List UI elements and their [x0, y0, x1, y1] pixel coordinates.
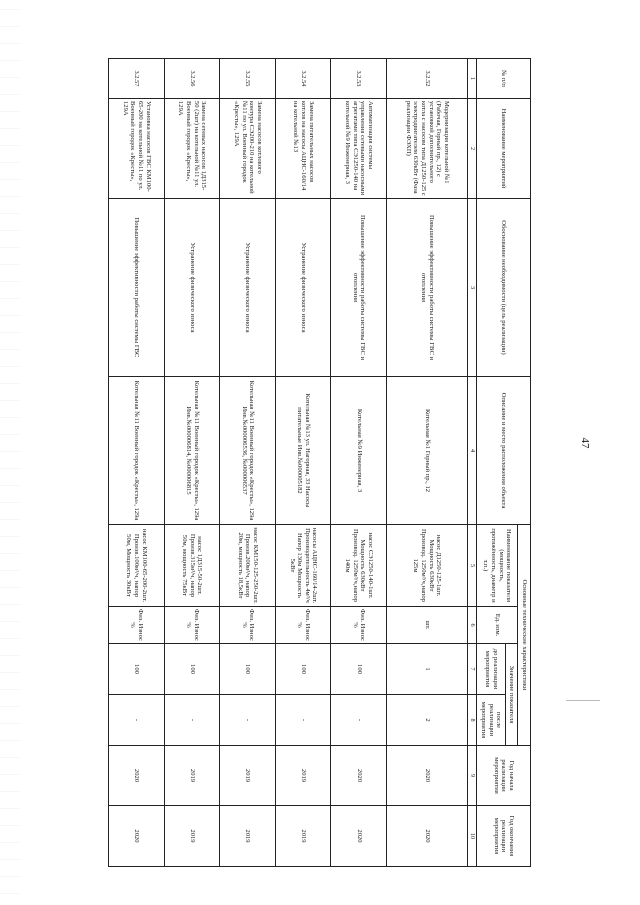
row-justification: Повышение эффективности работы системы ГВС: [109, 199, 165, 377]
row-justification: Устранение физического износа: [164, 199, 220, 377]
column-index-row: [468, 59, 477, 867]
row-num: 3.2.52: [387, 59, 468, 99]
row-unit: Физ. Износ %: [164, 607, 220, 644]
col-index: 9: [468, 746, 477, 806]
header-num: № п/п: [477, 59, 531, 99]
row-justification: Повышение эффективности работы системы ГВС и отопления: [387, 199, 468, 377]
header-end-year: Год окончания реализации мероприятия: [477, 806, 531, 867]
header-after: после реализации мероприятия: [477, 695, 506, 746]
row-tech-name: насос Д1250-125-1шт. Мощность 630кВт Производ. 1250м³/ч,напор 125м: [387, 525, 468, 607]
row-location: Котельная №1 Горный пр., 12: [387, 377, 468, 525]
measures-table: [108, 58, 531, 867]
row-start-year: 2019: [164, 746, 220, 806]
row-name: Замена сетевых насосов 1Д315-50 (2шт) на котельной №11 ул. Военный городок «Кресты», 129А: [164, 99, 220, 199]
row-before: 100: [275, 644, 331, 695]
row-location: Котельная №11 Военный городок «Кресты», 129а Инв.№000006536, №000006537: [220, 377, 276, 525]
row-end-year: 2019: [220, 806, 276, 867]
col-index: 1: [468, 59, 477, 99]
row-tech-name: насос СЭ1250-140-1шт. Мощность 630кВт Производ. 1250м³/ч,напор 140м: [331, 525, 387, 607]
header-before: до реализации мероприятия: [477, 644, 506, 695]
row-start-year: 2019: [275, 746, 331, 806]
row-justification: Устранение физического износа: [275, 199, 331, 377]
row-name: Автоматизация системы управления сетевыми насосными агрегатами типа СЭ1250-140 на котельной №9 Инженерная, 3: [331, 99, 387, 199]
row-num: 3.2.57: [109, 59, 165, 99]
row-name: Замена насосов котлового контура СЭ200-210 на котельной №11 по ул. Военный городок «Кресты», 129А: [220, 99, 276, 199]
row-tech-name: насос КМ100-65-200-2шт. Произв.100м³/ч, напор 50м, Мощность 30кВт: [109, 525, 165, 607]
row-end-year: 2020: [387, 806, 468, 867]
row-location: Котельная №13 ул. Нагорная, 33 Насосы питательные Инв.№000005182: [275, 377, 331, 525]
row-justification: Устранение физического износа: [220, 199, 276, 377]
row-after: -: [164, 695, 220, 746]
row-end-year: 2019: [275, 806, 331, 867]
row-tech-name: насос 1Д315-50-2шт. Произв.315м³/ч, напор 50м, мощность 75кВт: [164, 525, 220, 607]
row-location: Котельная №11 Военный городок «Кресты», 129а Инв.№000006814, №000006815: [164, 377, 220, 525]
col-index: 3: [468, 199, 477, 377]
row-unit: Физ. Износ %: [109, 607, 165, 644]
header-name: Наименование мероприятий: [477, 99, 531, 199]
table-row: [387, 59, 468, 867]
table-row: [331, 59, 387, 867]
row-justification: Повышение эффективности работы системы ГВС и отопления: [331, 199, 387, 377]
header-unit: Ед. изм.: [477, 607, 518, 644]
row-name: Модернизация котельной №1 (Рабочая, Горный пр., 12) с установкой дополнительного котла с насосом типа Д1250-125 с электродвигателем 630кВт (Фаза реализации ФЭХП): [387, 99, 468, 199]
row-num: 3.2.55: [220, 59, 276, 99]
page-number: 47: [579, 437, 591, 449]
row-after: 2: [387, 695, 468, 746]
header-location: Описание и место расположения объекта: [477, 377, 531, 525]
header-values-group: Значение показателя: [506, 644, 518, 746]
row-num: 3.2.56: [164, 59, 220, 99]
row-after: -: [275, 695, 331, 746]
table-row: [220, 59, 276, 867]
table-row: [275, 59, 331, 867]
row-name: Замена питательных насосов котлов на насосы АЦНС-160/14 на котельной №13: [275, 99, 331, 199]
row-unit: Физ. Износ %: [220, 607, 276, 644]
row-name: Установка насосов ГВС КМ100-65-200 на котельной №11 по ул. Военный городок «Кресты», 129А: [109, 99, 165, 199]
row-location: Котельная №11 Военный городок «Кресты», 129а: [109, 377, 165, 525]
row-num: 3.2.53: [331, 59, 387, 99]
table-row: [164, 59, 220, 867]
row-tech-name: насос КМ150-125-250-2шт. Произв.200м³/ч, напор 20м, мощность 18,5кВт: [220, 525, 276, 607]
header-tech-group: Основные технические характеристики: [518, 525, 531, 746]
scan-artifact-line: [566, 700, 600, 701]
row-after: -: [220, 695, 276, 746]
table-row: [109, 59, 165, 867]
row-start-year: 2019: [220, 746, 276, 806]
row-before: 1: [387, 644, 468, 695]
col-index: 7: [468, 644, 477, 695]
col-index: 5: [468, 525, 477, 607]
rotated-table-sheet: [0, 58, 531, 857]
row-before: 100: [164, 644, 220, 695]
header-justification: Обоснование необходимости (цель реализации): [477, 199, 531, 377]
col-index: 10: [468, 806, 477, 867]
row-unit: шт.: [387, 607, 468, 644]
row-end-year: 2019: [164, 806, 220, 867]
row-before: 100: [331, 644, 387, 695]
row-end-year: 2020: [331, 806, 387, 867]
row-before: 100: [220, 644, 276, 695]
row-location: Котельная №9 Инженерная, 3: [331, 377, 387, 525]
col-index: 8: [468, 695, 477, 746]
col-index: 2: [468, 99, 477, 199]
row-tech-name: насосы АЦНС-160/14-2шт. Производительность 4м³/ч Напор 130м Мощность 5кВт: [275, 525, 331, 607]
row-unit: Физ. Износ %: [331, 607, 387, 644]
header-start-year: Год начала реализации мероприятия: [477, 746, 531, 806]
row-start-year: 2020: [387, 746, 468, 806]
col-index: 4: [468, 377, 477, 525]
row-unit: Физ. Износ %: [275, 607, 331, 644]
row-num: 3.2.54: [275, 59, 331, 99]
row-start-year: 2020: [109, 746, 165, 806]
row-start-year: 2020: [331, 746, 387, 806]
col-index: 6: [468, 607, 477, 644]
row-end-year: 2020: [109, 806, 165, 867]
row-before: 100: [109, 644, 165, 695]
row-after: -: [331, 695, 387, 746]
header-row-1: [518, 59, 531, 867]
row-after: -: [109, 695, 165, 746]
header-tech-name: Наименование показателя (мощность, протяжённость, диаметр и т.п.): [477, 525, 518, 607]
